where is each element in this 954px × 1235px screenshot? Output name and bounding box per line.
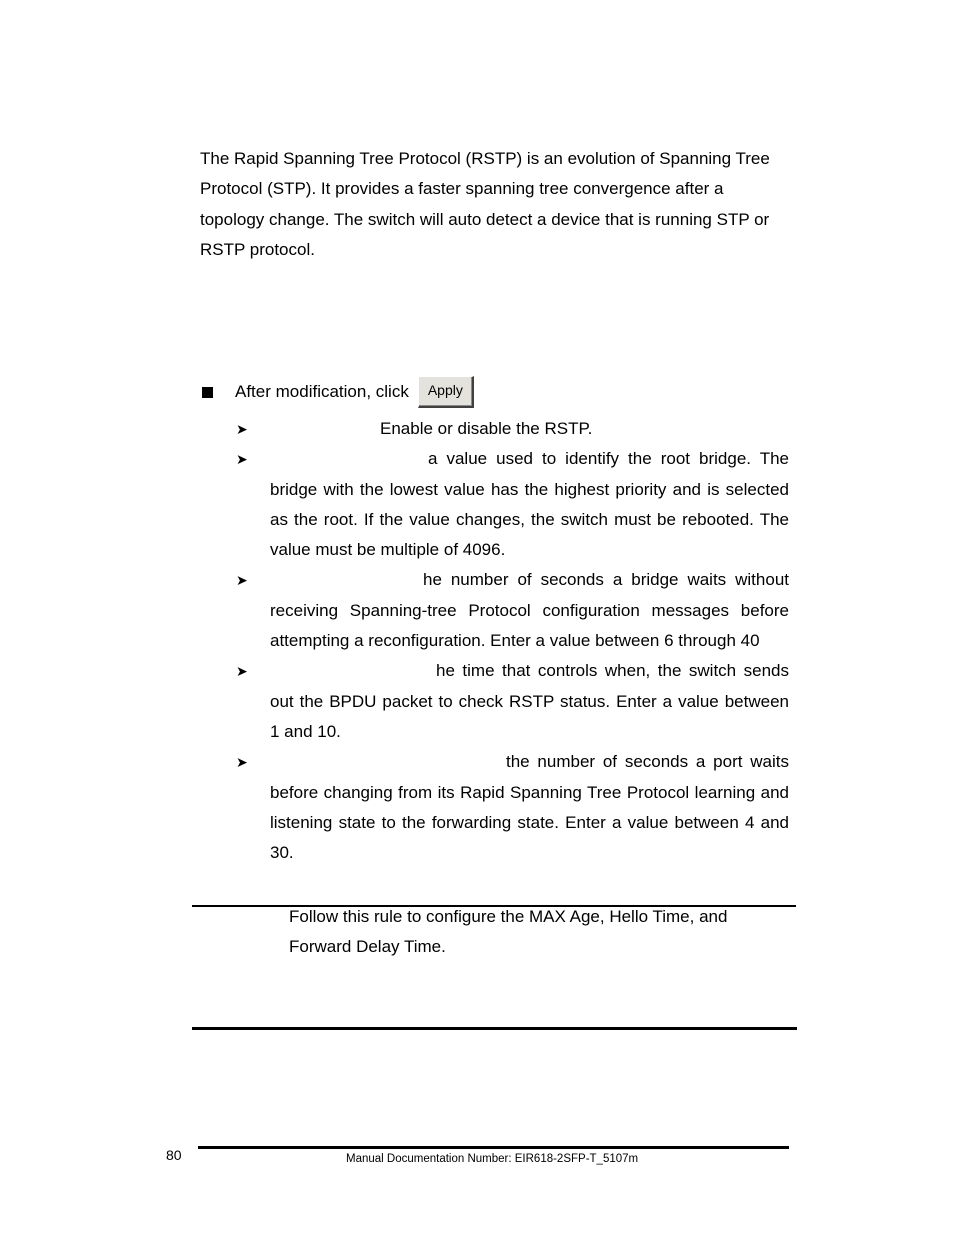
- arrow-bullet-icon: ➤: [236, 663, 248, 680]
- list-item: [236, 565, 789, 656]
- item-description: the number of seconds a port waits before changing from its Rapid Spanning Tree Protocol learning and listening state to the forwarding state. Enter a value between 4 and 30.: [270, 752, 789, 863]
- doc-number: Manual Documentation Number: EIR618-2SFP-T_5107m: [346, 1153, 639, 1165]
- footer-rule: [198, 1146, 789, 1149]
- item-description: Enable or disable the RSTP.: [380, 419, 593, 438]
- instruction-text: After modification, click: [235, 382, 409, 401]
- intro-paragraph: The Rapid Spanning Tree Protocol (RSTP) is an evolution of Spanning Tree Protocol (STP). It provides a faster spanning tree convergence after a topology change. The switch will auto detect a device that is running STP or RSTP protocol.: [200, 149, 770, 259]
- arrow-bullet-icon: ➤: [236, 572, 248, 589]
- arrow-bullet-icon: ➤: [236, 451, 248, 468]
- item-description: a value used to identify the root bridge. The bridge with the lowest value has the highest priority and is selected as the root. If the value changes, the switch must be rebooted. The value must be multiple of 4096.: [270, 449, 789, 560]
- list-item: [236, 747, 789, 868]
- instruction-row: [200, 376, 474, 408]
- note-text: Follow this rule to configure the MAX Age, Hello Time, and Forward Delay Time.: [289, 907, 728, 957]
- note-bottom-rule: [192, 1027, 797, 1030]
- arrow-bullet-icon: ➤: [236, 421, 248, 437]
- list-item: [236, 414, 789, 444]
- arrow-bullet-icon: ➤: [236, 754, 248, 771]
- list-item: [236, 656, 789, 747]
- item-description: he number of seconds a bridge waits without receiving Spanning-tree Protocol configuration messages before attempting a reconfiguration. Enter a value between 6 through 40: [270, 570, 789, 651]
- page-number: 80: [166, 1147, 182, 1163]
- settings-description-list: [236, 414, 789, 868]
- item-description: he time that controls when, the switch sends out the BPDU packet to check RSTP status. Enter a value between 1 and 10.: [270, 661, 789, 741]
- apply-button[interactable]: Apply: [418, 376, 474, 408]
- square-bullet-icon: [202, 387, 213, 398]
- list-item: [236, 444, 789, 565]
